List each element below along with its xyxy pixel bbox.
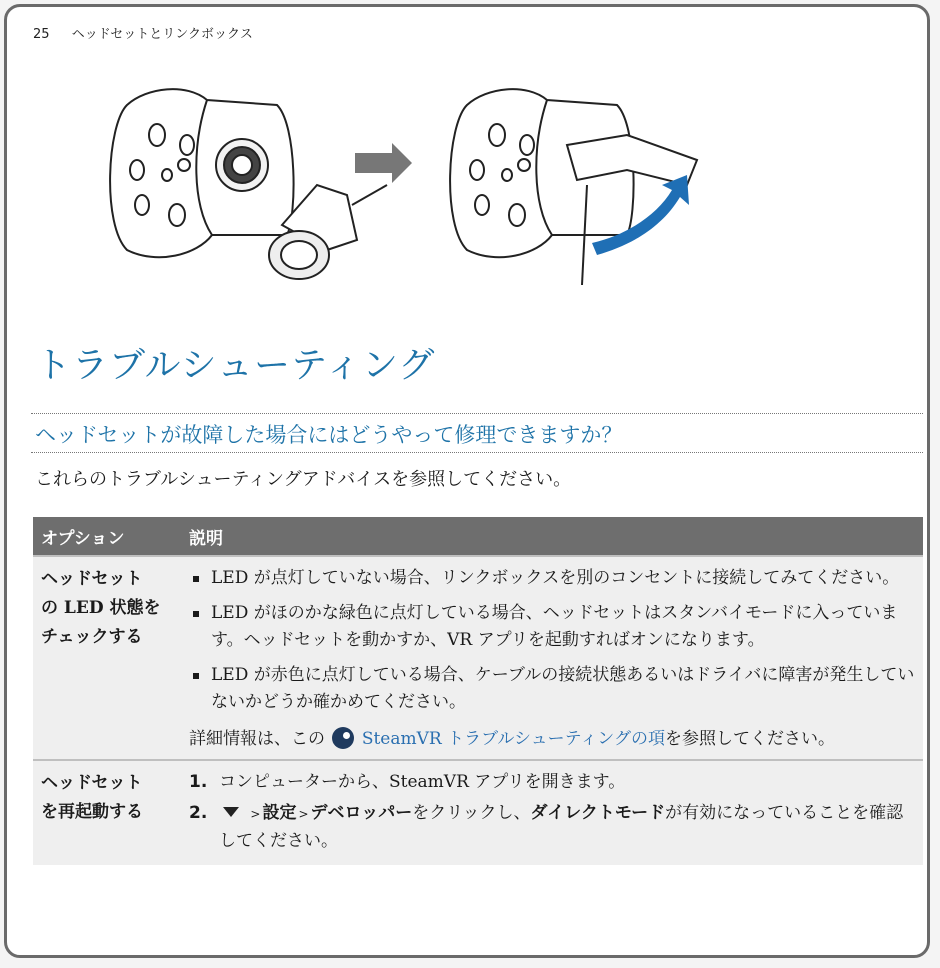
more-info-prefix: 詳細情報は、この bbox=[189, 729, 325, 749]
more-info bbox=[189, 726, 915, 753]
developer-menu-label: デベロッパー bbox=[310, 803, 413, 823]
step-number: 2. bbox=[189, 803, 208, 823]
option-label-line: ヘッドセット bbox=[41, 773, 143, 793]
bullet-list bbox=[189, 565, 915, 716]
option-label-line: チェックする bbox=[41, 627, 143, 647]
steamvr-troubleshooting-link[interactable]: SteamVR トラブルシューティングの項 bbox=[361, 729, 665, 749]
settings-menu-label: 設定 bbox=[262, 803, 297, 823]
headset-link-box-illustration bbox=[87, 65, 727, 305]
step-number: 1. bbox=[189, 772, 208, 792]
headset-before bbox=[110, 89, 293, 257]
description-cell bbox=[181, 556, 923, 760]
more-info-suffix: を参照してください。 bbox=[664, 729, 835, 749]
menu-separator: > bbox=[298, 807, 309, 821]
step-list bbox=[189, 769, 915, 855]
page-number: 25 bbox=[33, 27, 50, 42]
document-page bbox=[4, 4, 930, 958]
option-cell bbox=[33, 556, 181, 760]
option-label-line: を再起動する bbox=[41, 802, 143, 822]
step-text: コンピューターから、SteamVR アプリを開きます。 bbox=[219, 772, 626, 792]
table-row bbox=[33, 556, 923, 760]
troubleshooting-table bbox=[33, 517, 923, 865]
dropdown-triangle-icon bbox=[223, 807, 239, 817]
section-title: ヘッドセットとリンクボックス bbox=[71, 27, 253, 42]
step-arrow-icon bbox=[355, 143, 412, 183]
list-item: LED が点灯していない場合、リンクボックスを別のコンセントに接続してみてください。 bbox=[189, 565, 915, 592]
list-item: LED が赤色に点灯している場合、ケーブルの接続状態あるいはドライバに障害が発生していないかどうか確かめてください。 bbox=[189, 662, 915, 716]
list-item: LED がほのかな緑色に点灯している場合、ヘッドセットはスタンバイモードに入っています。ヘッドセットを動かすか、VR アプリを起動すればオンになります。 bbox=[189, 600, 915, 654]
column-header-description: 説明 bbox=[181, 517, 923, 556]
step-text: をクリックし、 bbox=[412, 803, 531, 823]
table-row bbox=[33, 760, 923, 865]
step-text: が有効になっていることを確認してください。 bbox=[219, 803, 904, 851]
intro-text: これらのトラブルシューティングアドバイスを参照してください。 bbox=[35, 469, 572, 490]
menu-separator: > bbox=[250, 807, 261, 821]
description-cell bbox=[181, 760, 923, 865]
column-header-option: オプション bbox=[33, 517, 181, 556]
table-header-row bbox=[33, 517, 923, 556]
list-item bbox=[189, 800, 915, 855]
list-item bbox=[189, 769, 915, 796]
option-cell bbox=[33, 760, 181, 865]
option-label-line: ヘッドセット bbox=[41, 569, 143, 589]
question-heading-bar bbox=[31, 413, 923, 453]
running-header bbox=[33, 23, 253, 42]
page-title: トラブルシューティング bbox=[35, 345, 436, 386]
question-heading: ヘッドセットが故障した場合にはどうやって修理できますか？ bbox=[35, 423, 623, 447]
steam-icon bbox=[332, 727, 354, 749]
direct-mode-label: ダイレクトモード bbox=[530, 803, 666, 823]
headset-after bbox=[450, 89, 697, 285]
option-label-line: の LED 状態を bbox=[41, 598, 161, 618]
